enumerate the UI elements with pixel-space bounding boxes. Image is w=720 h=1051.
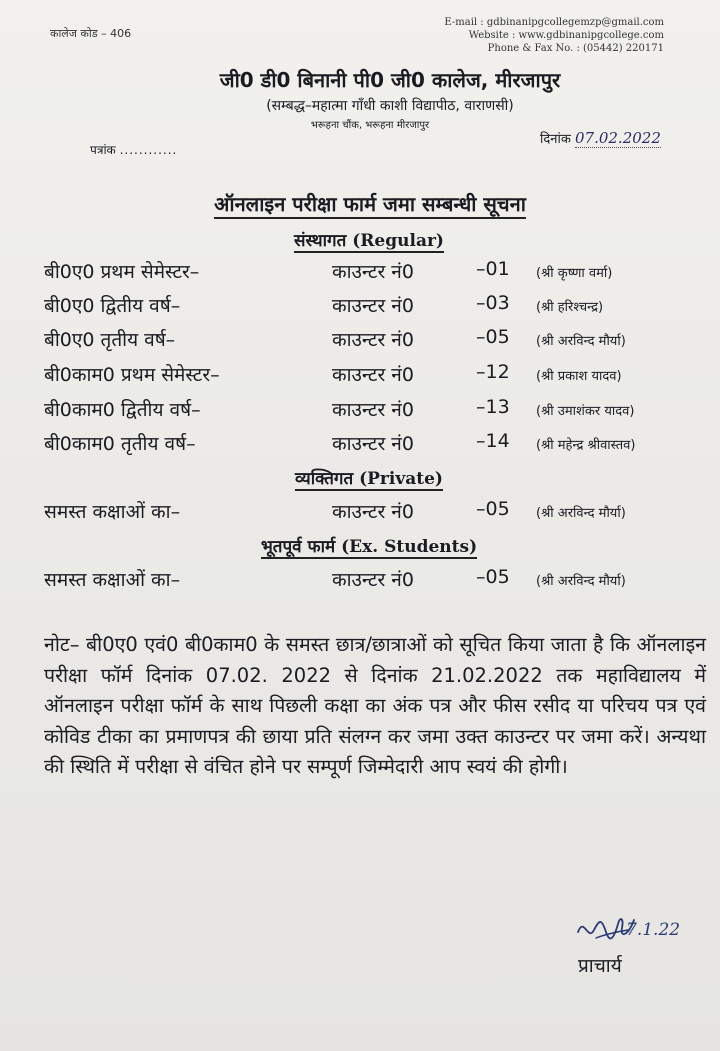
phone-text: Phone & Fax No. : (05442) 220171 — [487, 43, 664, 54]
college-name: जी0 डी0 बिनानी पी0 जी0 कालेज, मीरजापुर — [219, 68, 561, 92]
date-value: 07.02.2022 — [574, 129, 661, 147]
section-ex-hindi: भूतपूर्व फार्म — [260, 537, 336, 557]
notice-title-text: ऑनलाइन परीक्षा फार्म जमा सम्बन्धी सूचना — [214, 192, 526, 219]
row-person: (श्री अरविन्द मौर्या) — [536, 506, 626, 521]
row-class: बी0ए0 प्रथम सेमेस्टर– — [44, 261, 200, 283]
row-counter-label: काउन्टर नं0 — [332, 569, 414, 591]
row-class: बी0ए0 द्वितीय वर्ष– — [44, 295, 181, 317]
section-regular-hindi: संस्थागत — [294, 231, 347, 251]
row-counter-label: काउन्टर नं0 — [332, 364, 414, 386]
section-ex-heading — [0, 534, 720, 557]
row-class: बी0काम0 तृतीय वर्ष– — [44, 433, 196, 455]
row-counter-number: –13 — [476, 396, 510, 418]
row-counter-number: –05 — [476, 566, 510, 588]
row-person: (श्री महेन्द्र श्रीवास्तव) — [536, 438, 636, 453]
row-class: बी0काम0 प्रथम सेमेस्टर– — [44, 364, 220, 386]
row-counter-label: काउन्टर नं0 — [332, 329, 414, 351]
row-counter-label: काउन्टर नं0 — [332, 433, 414, 455]
section-ex-english: (Ex. Students) — [341, 537, 478, 557]
row-counter-label: काउन्टर नं0 — [332, 501, 414, 523]
row-class: बी0काम0 द्वितीय वर्ष– — [44, 399, 201, 421]
row-person: (श्री अरविन्द मौर्या) — [536, 334, 626, 349]
table-row — [0, 258, 720, 290]
row-class: समस्त कक्षाओं का– — [44, 501, 181, 523]
website-text: Website : www.gdbinanipgcollege.com — [468, 30, 664, 41]
row-counter-label: काउन्टर नं0 — [332, 399, 414, 421]
principal-designation: प्राचार्य — [578, 955, 622, 977]
address: भरूहना चौंक, भरूहना मीरजापुर — [310, 120, 430, 131]
table-row — [0, 430, 720, 462]
row-counter-number: –03 — [476, 292, 510, 314]
row-class: समस्त कक्षाओं का– — [44, 569, 181, 591]
row-counter-number: –12 — [476, 361, 510, 383]
ref-value: ............ — [119, 143, 178, 157]
note-paragraph: नोट– बी0ए0 एवं0 बी0काम0 के समस्त छात्र/छात्राओं को सूचित किया जाता है कि ऑनलाइन परीक्षा फॉर्म दिनांक 07.02. 2022 से दिनांक 21.02.2022 तक महाविद्यालय में ऑनलाइन परीक्षा फॉर्म के साथ पिछली कक्षा का अंक पत्र और फीस रसीद या परिचय पत्र एवं कोविड टीका का प्रमाणपत्र की छाया प्रति संलग्न कर जमा उक्त काउन्टर पर जमा करें। अन्यथा की स्थिति में परीक्षा से वंचित होने पर सम्पूर्ण जिम्मेदारी आप स्वयं की होगी। — [44, 633, 706, 779]
table-row — [0, 498, 720, 530]
row-counter-number: –05 — [476, 326, 510, 348]
row-counter-label: काउन्टर नं0 — [332, 261, 414, 283]
section-private-heading — [0, 466, 720, 489]
row-class: बी0ए0 तृतीय वर्ष– — [44, 329, 176, 351]
date-label: दिनांक — [540, 132, 571, 147]
table-row — [0, 566, 720, 598]
section-regular-heading — [0, 228, 720, 251]
row-counter-label: काउन्टर नं0 — [332, 295, 414, 317]
row-person: (श्री प्रकाश यादव) — [536, 369, 622, 384]
row-counter-number: –01 — [476, 258, 510, 280]
table-row — [0, 292, 720, 324]
row-person: (श्री अरविन्द मौर्या) — [536, 574, 626, 589]
row-person: (श्री हरिश्चन्द्र) — [536, 300, 604, 315]
date-line — [540, 129, 661, 147]
ref-label: पत्रांक — [90, 143, 116, 157]
row-person: (श्री कृष्णा वर्मा) — [536, 266, 613, 281]
reference-line — [90, 141, 177, 158]
table-row — [0, 361, 720, 393]
contact-block — [444, 16, 664, 55]
row-counter-number: –14 — [476, 430, 510, 452]
table-row — [0, 396, 720, 428]
signature-date: 7.1.22 — [626, 920, 681, 940]
notice-title — [0, 190, 720, 217]
section-regular-english: (Regular) — [352, 231, 444, 251]
affiliation: (सम्बद्ध–महात्मा गाँधी काशी विद्यापीठ, वाराणसी) — [266, 98, 514, 114]
row-person: (श्री उमाशंकर यादव) — [536, 404, 635, 419]
section-private-english: (Private) — [359, 469, 443, 489]
section-private-hindi: व्यक्तिगत — [295, 469, 354, 489]
college-code: कालेज कोड – 406 — [50, 27, 132, 40]
table-row — [0, 326, 720, 358]
row-counter-number: –05 — [476, 498, 510, 520]
email-text: E-mail : gdbinanipgcollegemzp@gmail.com — [444, 17, 664, 28]
